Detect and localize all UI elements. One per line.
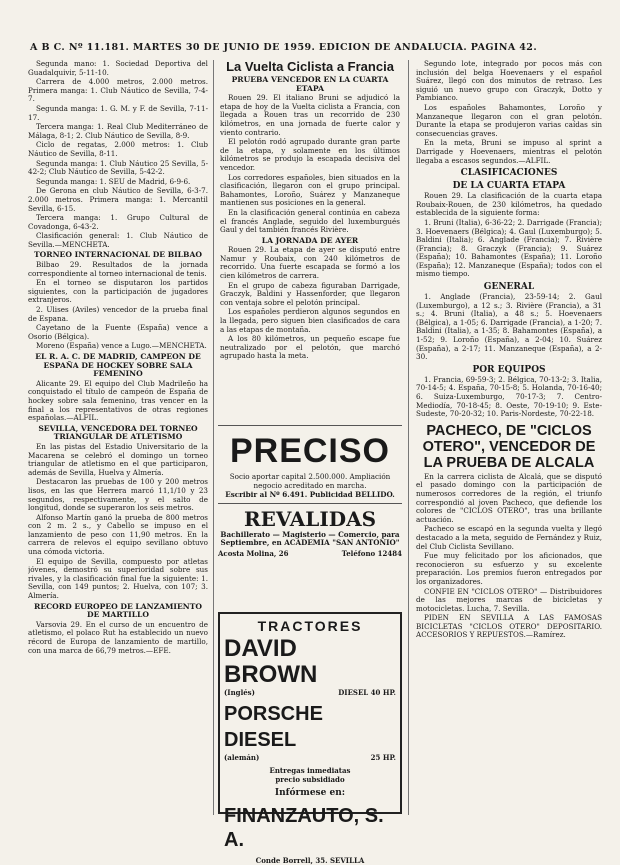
article-paragraph: Segunda mano: 1. Sociedad Deportiva del Guadalquivir, 5-11-10. bbox=[28, 60, 208, 77]
page-header: A B C. Nº 11.181. MARTES 30 DE JUNIO DE 1959. EDICION DE ANDALUCIA. PAGINA 42. bbox=[30, 42, 538, 53]
article-paragraph: PIDEN EN SEVILLA A LAS FAMOSAS BICICLETAS "CICLOS OTERO" DEPOSITARIO. ACCESORIOS Y REPUESTOS.—Ramírez. bbox=[416, 613, 602, 640]
revalidas-address: Acosta Molina, 26 bbox=[218, 548, 289, 558]
jornada-paragraph: Rouen 29. La etapa de ayer se disputó entre Namur y Roubaix, con 240 kilómetros de recorrido. Una fuerte escapada se formó a los cien kilómetros de carrera. bbox=[220, 245, 400, 281]
article-paragraph: CONFIE EN "CICLOS OTERO" — Distribuidores de las mejores marcas de bicicletas y motocicletas. Lucha, 7. Sevilla. bbox=[416, 586, 602, 613]
article-paragraph: Segunda manga: 1. G. M. y F. de Sevilla, 7-11-17. bbox=[28, 103, 208, 122]
article-paragraph: De Gerona en club Náutico de Sevilla, 6-3-7. 2.000 metros. Primera manga: 1. Mercantil Sevilla, 6-15. bbox=[28, 186, 208, 213]
article-paragraph: Segundo lote, integrado por pocos más con inclusión del belga Hoevenaers y el español Suárez, llegó con dos minutos de retraso. Les siguió un nuevo grupo con Graczyk, Dotto y Pambianco. bbox=[416, 60, 602, 103]
preciso-footer: Escribir al Nº 6.491. Publicidad BELLIDO. bbox=[225, 490, 395, 500]
finanzauto-name: FINANZAUTO, S. A. bbox=[224, 805, 384, 851]
section-heading: CLASIFICACIONES bbox=[460, 168, 558, 179]
tractor-spec-2: 25 HP. bbox=[370, 753, 396, 762]
section-heading: GENERAL bbox=[483, 282, 535, 293]
preciso-headline: PRECISO bbox=[229, 432, 391, 470]
tractor-contact: Infórmese en: bbox=[274, 788, 346, 798]
section-heading: POR EQUIPOS bbox=[472, 364, 546, 375]
article-paragraph: Alfonso Martín ganó la prueba de 800 metros con 2 m. 2 s., y Cabello se impuso en el lanzamiento de peso con 11,90 metros. En la carrera de relevos el equipo sevillano obtuvo una cómoda victoria. bbox=[28, 512, 208, 557]
tractor-origin-2: (alemán) bbox=[224, 753, 260, 762]
article-paragraph: Varsovia 29. En el curso de un encuentro de atletismo, el polaco Rut ha establecido un nuevo récord de Europa de lanzamiento de martillo, con una marca de 66,79 metros.—EFE. bbox=[28, 619, 208, 655]
tractor-brand-1: DAVID BROWN bbox=[224, 635, 318, 688]
finanzauto-address: Conde Borrell, 35. SEVILLA bbox=[255, 856, 365, 865]
tractor-spec-1: DIESEL 40 HP. bbox=[338, 688, 396, 697]
vuelta-subheadline: PRUEBA VENCEDOR EN LA CUARTA ETAPA bbox=[231, 75, 389, 93]
vuelta-headline: La Vuelta Ciclista a Francia bbox=[226, 60, 394, 74]
vuelta-paragraph: El pelotón rodó agrupado durante gran parte de la etapa, y solamente en los últimos kilómetros se produjo la escapada decisiva del vencedor. bbox=[220, 137, 400, 172]
tractor-delivery: Entregas inmediatas precio subsidiado bbox=[269, 766, 351, 784]
jornada-subheadline: LA JORNADA DE AYER bbox=[261, 235, 359, 245]
column-left bbox=[28, 60, 208, 815]
article-paragraph: 2. Ulises (Aviles) vencedor de la prueba final de Espana. bbox=[28, 305, 208, 323]
article-paragraph: Carrera de 4.000 metros, 2.000 metros. Primera manga: 1. Club Náutico de Sevilla, 7-4-7. bbox=[28, 77, 208, 104]
section-subheadline: RECORD EUROPEO DE LANZAMIENTO DE MARTILLO bbox=[34, 601, 202, 620]
section-heading: DE LA CUARTA ETAPA bbox=[452, 181, 566, 192]
tractor-brand-2: PORSCHE DIESEL bbox=[224, 703, 323, 751]
revalidas-phone: Teléfono 12484 bbox=[341, 548, 402, 558]
article-paragraph: En la meta, Bruni se impuso al sprint a Darrigade y Hoevenaers, mientras el pelotón llegaba a escasos segundos.—ALFIL. bbox=[416, 138, 602, 165]
article-paragraph: Moreno (España) vence a Lugo.—MENCHETA. bbox=[36, 341, 207, 351]
column-rule-1 bbox=[213, 60, 214, 815]
article-paragraph: Alicante 29. El equipo del Club Madrileño ha conquistado el título de campeón de España de hockey sobre sala femenino, tras vencer en la final a los representativos de otras regiones españolas.—ALFIL. bbox=[28, 378, 208, 423]
tractores-ad bbox=[218, 612, 402, 865]
preciso-body: Socio aportar capital 2.500.000. Ampliación negocio acreditado en marcha. bbox=[229, 472, 391, 490]
jornada-paragraph: A los 80 kilómetros, un pequeño escape fue neutralizado por el pelotón, que marchó agrupado hasta la meta. bbox=[220, 334, 400, 361]
article-paragraph: Segunda manga: 1. SEU de Madrid, 6-9-6. bbox=[36, 176, 191, 186]
section-subheadline: EL R. A. C. DE MADRID, CAMPEON DE ESPAÑA DE HOCKEY SOBRE SALA FEMENINO bbox=[35, 352, 201, 379]
article-paragraph: Los españoles Bahamontes, Loroño y Manzaneque llegaron con el gran pelotón. Durante la etapa se produjeron varias caídas sin consecuencias graves. bbox=[416, 102, 602, 138]
jornada-paragraph: En el grupo de cabeza figuraban Darrigade, Graczyk, Baldini y Hassenforder, que llegaron con ventaja sobre el pelotón principal. bbox=[220, 280, 400, 307]
section-subheadline: SEVILLA, VENCEDORA DEL TORNEO TRIANGULAR DE ATLETISMO bbox=[38, 423, 198, 442]
article-paragraph: En las pistas del Estadio Universitario de la Macarena se celebró el domingo un torneo triangular de atletismo en el que participaron, además de Sevilla, Huelva y Almería. bbox=[28, 441, 208, 477]
article-paragraph: 1. Anglade (Francia), 23-59-14; 2. Gaul (Luxemburgo), a 12 s.; 3. Rivière (Francia), a 31 s.; 4. Bruni (Italia), a 48 s.; 5. Hoevenaers (Bélgica), a 1-05; 6. Darrigade (Francia), a 1-20; 7. Baldini (Italia), a 1-35; 8. Bahamontes (España), a 1-52; 9. Loroño (España), a 2-04; 10. Suárez (España), a 2-17; 11. Manzaneque (España), a 2-30. bbox=[416, 292, 602, 362]
column-rule-2 bbox=[408, 60, 409, 815]
article-paragraph: Rouen 29. La clasificación de la cuarta etapa Roubaix-Rouen, de 230 kilómetros, ha quedado establecida de la siguiente forma: bbox=[416, 191, 602, 218]
article-paragraph: Destacaron las pruebas de 100 y 200 metros lisos, en las que Herrera marcó 11,1/10 y 23 segundos, respectivamente, y el salto de longitud, donde se superaron los seis metros. bbox=[28, 477, 208, 513]
article-paragraph: En la carrera ciclista de Alcalá, que se disputó el pasado domingo con la participación de numerosos corredores de la región, el triunfo correspondió al joven Pacheco, que defiende los colores de "CICLOS OTERO", tras una brillante actuación. bbox=[416, 471, 602, 524]
jornada-paragraph: Los españoles perdieron algunos segundos en la llegada, pero siguen bien clasificados de cara a las etapas de montaña. bbox=[220, 307, 400, 334]
vuelta-paragraph: En la clasificación general continúa en cabeza el francés Anglade, seguido del luxemburgués Gaul y del también francés Rivière. bbox=[220, 207, 400, 235]
tractores-label: TRACTORES bbox=[257, 618, 363, 634]
article-paragraph: Ciclo de regatas, 2.000 metros: 1. Club Náutico de Sevilla, 8-11. bbox=[28, 140, 208, 158]
article-paragraph: Segunda manga: 1. Club Náutico 25 Sevilla, 5-42-2; Club Náutico de Sevilla, 5-42-2. bbox=[28, 158, 208, 177]
article-paragraph: Tercera manga: 1. Grupo Cultural de Covadonga, 6-43-2. bbox=[28, 213, 208, 231]
divider bbox=[218, 425, 402, 426]
article-paragraph: Fue muy felicitado por los aficionados, que reconocieron su esfuerzo y su excelente preparación. Los premios fueron entregados por los organizadores. bbox=[416, 551, 602, 586]
section-subheadline: TORNEO INTERNACIONAL DE BILBAO bbox=[34, 250, 202, 260]
revalidas-headline: REVALIDAS bbox=[243, 506, 377, 531]
vuelta-paragraph: Los corredores españoles, bien situados en la clasificación, llegaron con el grupo principal. Bahamontes, Loroño, Suárez y Manzaneque mantienen sus posiciones en la general. bbox=[220, 172, 400, 208]
vuelta-paragraph: Rouen 29. El italiano Bruni se adjudicó la etapa de hoy de la Vuelta ciclista a Francia, con llegada a Rouen tras un recorrido de 230 kilómetros, en una jornada de fuerte calor y viento contrario. bbox=[220, 93, 400, 137]
article-paragraph: El equipo de Sevilla, compuesto por atletas jóvenes, demostró su superioridad sobre sus rivales, y la clasificación final fue la siguiente: 1. Sevilla, con 149 puntos; 2. Huelva, con 107; 3. Almería. bbox=[28, 556, 208, 601]
tractor-origin-1: (Inglés) bbox=[224, 688, 255, 697]
article-paragraph: Cayetano de la Fuente (España) vence a Osorio (Bélgica). bbox=[28, 323, 208, 341]
column-right bbox=[416, 60, 602, 815]
article-paragraph: En el torneo se disputaron los partidos siguientes, con la participación de jugadores extranjeros. bbox=[28, 278, 208, 305]
article-paragraph: Pacheco se escapó en la segunda vuelta y llegó destacado a la meta, seguido de Fernández y Ruiz, del Club Ciclista Sevillano. bbox=[416, 524, 602, 551]
revalidas-body: Bachillerato — Magisterio — Comercio, para Septiembre, en ACADEMIA "SAN ANTONIO" bbox=[220, 529, 400, 548]
article-paragraph: Bilbao 29. Resultados de la jornada correspondiente al torneo internacional de tenis. bbox=[28, 260, 208, 278]
pacheco-headline: PACHECO, DE "CICLOS OTERO", VENCEDOR DE LA PRUEBA DE ALCALA bbox=[422, 422, 596, 471]
article-paragraph: 1. Francia, 69-59-3; 2. Bélgica, 70-13-2; 3. Italia, 70-14-5; 4. España, 70-15-8; 5. Holanda, 70-16-40; 6. Suiza-Luxemburgo, 70-17-3; 7. Centro-Mediodía, 70-18-45; 8. Oeste, 70-19-10; 9. Este-Sudeste, 70-20-32; 10. Paris-Nordeste, 70-22-18. bbox=[416, 374, 602, 419]
divider bbox=[218, 503, 402, 504]
article-paragraph: 1. Bruni (Italia), 6-36-22; 2. Darrigade (Francia); 3. Hoevenaers (Bélgica); 4. Gaul (Luxemburgo); 5. Baldini (Italia); 6. Anglade (Francia); 7. Rivière (Francia); 8. Graczyk (Francia); 9. Suárez (España); 10. Bahamontes (España); 11. Loroño (España); 12. Manzaneque (España); todos con el mismo tiempo. bbox=[416, 217, 602, 279]
article-paragraph: Clasificación general: 1. Club Náutico de Sevilla.—MENCHETA. bbox=[28, 231, 208, 249]
classified-ads bbox=[218, 422, 402, 607]
article-paragraph: Tercera manga: 1. Real Club Mediterráneo de Málaga, 8-1; 2. Club Náutico de Sevilla, 8-9. bbox=[28, 122, 208, 140]
